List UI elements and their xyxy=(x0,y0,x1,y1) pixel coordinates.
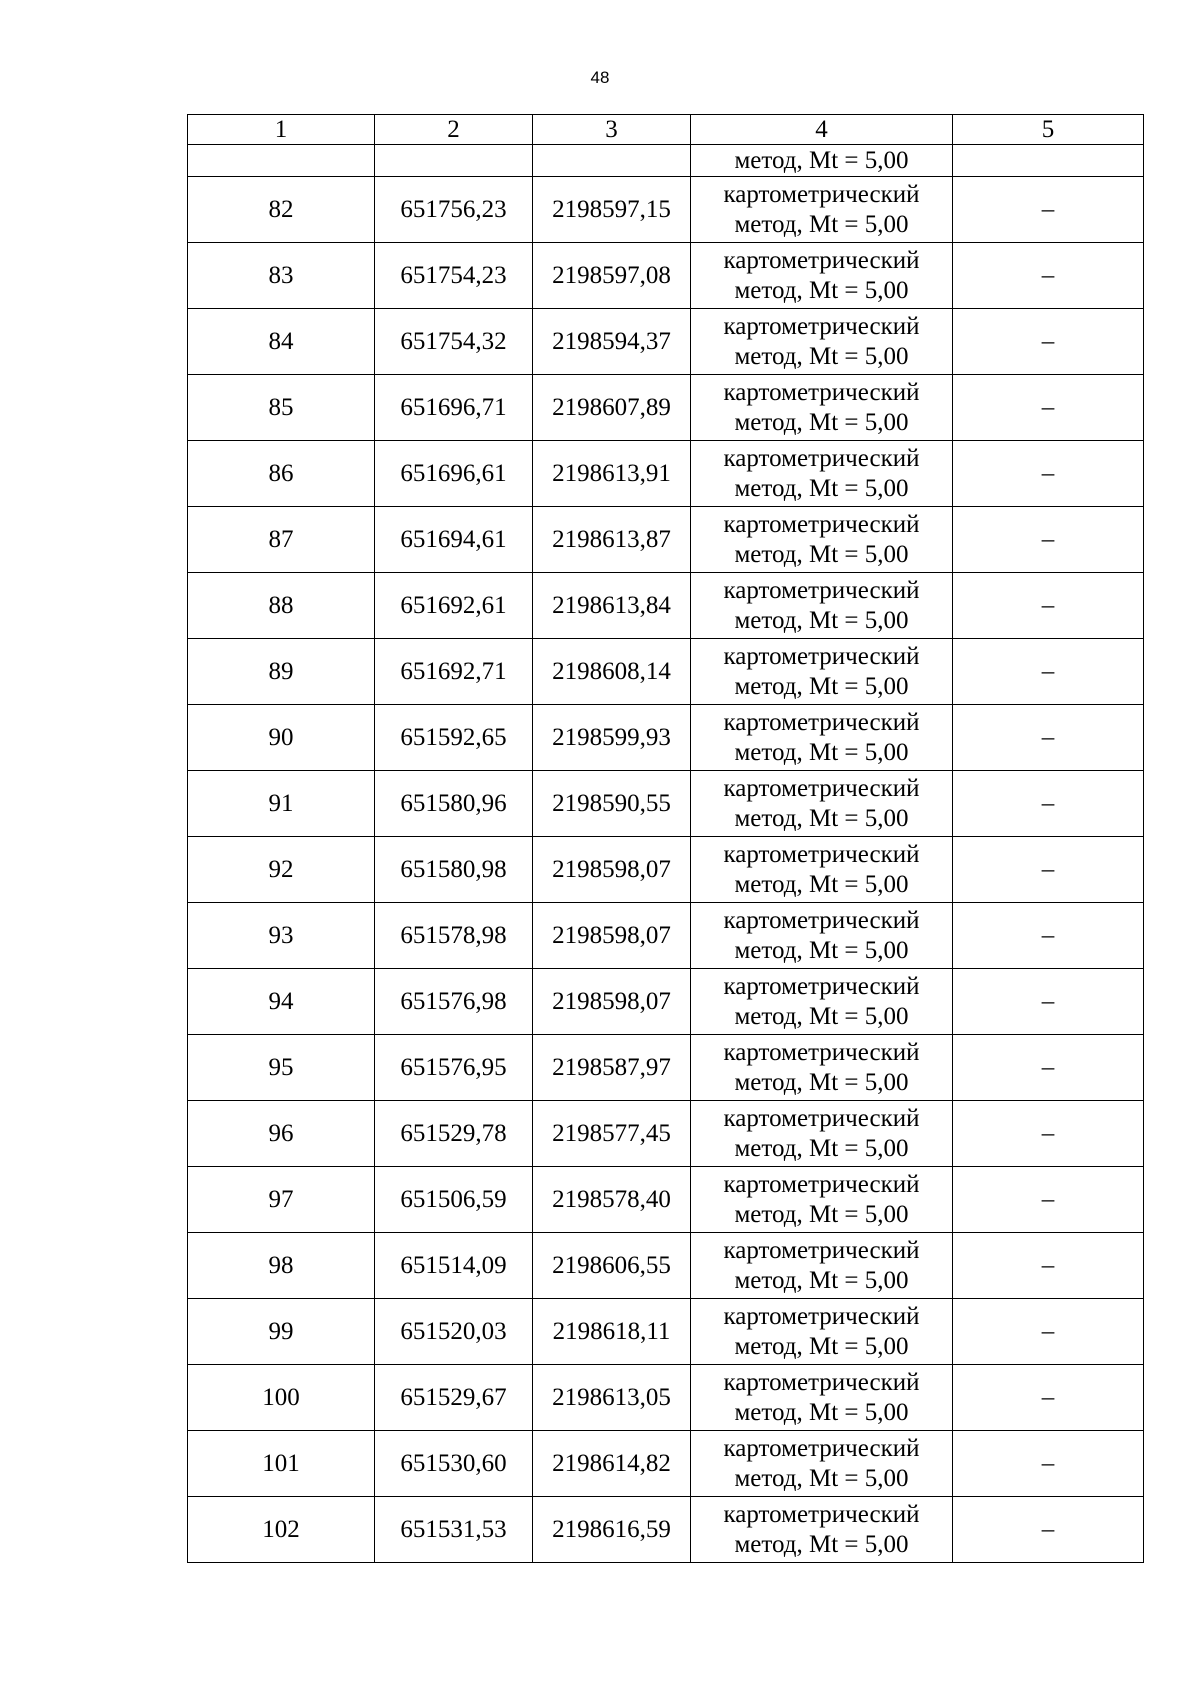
method-accuracy: метод, Mt = 5,00 xyxy=(734,804,909,832)
method-accuracy: метод, Mt = 5,00 xyxy=(734,1398,909,1426)
method-name: картометрический xyxy=(723,1368,920,1396)
method-accuracy: метод, Mt = 5,00 xyxy=(734,1464,909,1492)
coordinate-y: 2198594,37 xyxy=(533,309,691,375)
method-name: картометрический xyxy=(723,840,920,868)
table-row xyxy=(188,903,1144,969)
note-cell: – xyxy=(953,573,1144,639)
point-number: 83 xyxy=(188,243,375,309)
method-accuracy: метод, Mt = 5,00 xyxy=(734,474,909,502)
coordinate-x: 651529,78 xyxy=(375,1101,533,1167)
table-row xyxy=(188,1299,1144,1365)
coordinate-y: 2198598,07 xyxy=(533,903,691,969)
method-name: картометрический xyxy=(723,1104,920,1132)
note-cell: – xyxy=(953,639,1144,705)
method-cell xyxy=(691,1035,953,1101)
point-number: 102 xyxy=(188,1497,375,1563)
coordinate-y: 2198587,97 xyxy=(533,1035,691,1101)
method-cell xyxy=(691,573,953,639)
table-row xyxy=(188,375,1144,441)
method-cell xyxy=(691,639,953,705)
method-accuracy: метод, Mt = 5,00 xyxy=(734,606,909,634)
note-cell: – xyxy=(953,705,1144,771)
note-cell: – xyxy=(953,309,1144,375)
coordinate-x: 651696,71 xyxy=(375,375,533,441)
method-cell xyxy=(691,441,953,507)
table-row xyxy=(188,177,1144,243)
column-header-4: 4 xyxy=(691,115,953,145)
coordinate-y: 2198598,07 xyxy=(533,837,691,903)
coordinate-x: 651692,61 xyxy=(375,573,533,639)
coordinate-x: 651754,32 xyxy=(375,309,533,375)
coordinate-y: 2198590,55 xyxy=(533,771,691,837)
coordinate-x: 651531,53 xyxy=(375,1497,533,1563)
method-accuracy: метод, Mt = 5,00 xyxy=(734,1002,909,1030)
point-number: 90 xyxy=(188,705,375,771)
table-header-row xyxy=(188,115,1144,145)
method-accuracy: метод, Mt = 5,00 xyxy=(734,1332,909,1360)
method-cell xyxy=(691,1233,953,1299)
note-cell: – xyxy=(953,1035,1144,1101)
note-cell: – xyxy=(953,177,1144,243)
point-number: 97 xyxy=(188,1167,375,1233)
point-number: 93 xyxy=(188,903,375,969)
method-cell xyxy=(691,1431,953,1497)
coordinate-x: 651578,98 xyxy=(375,903,533,969)
note-cell: – xyxy=(953,1497,1144,1563)
method-name: картометрический xyxy=(723,1038,920,1066)
point-number: 82 xyxy=(188,177,375,243)
table-cell xyxy=(188,145,375,177)
note-cell: – xyxy=(953,771,1144,837)
table-row xyxy=(188,771,1144,837)
table-row xyxy=(188,1233,1144,1299)
method-name: картометрический xyxy=(723,444,920,472)
point-number: 100 xyxy=(188,1365,375,1431)
coordinate-y: 2198577,45 xyxy=(533,1101,691,1167)
coordinates-table xyxy=(187,114,1144,1563)
coordinate-x: 651580,98 xyxy=(375,837,533,903)
point-number: 95 xyxy=(188,1035,375,1101)
coordinate-y: 2198618,11 xyxy=(533,1299,691,1365)
point-number: 88 xyxy=(188,573,375,639)
coordinate-y: 2198599,93 xyxy=(533,705,691,771)
table-row xyxy=(188,1431,1144,1497)
column-header-5: 5 xyxy=(953,115,1144,145)
method-accuracy: метод, Mt = 5,00 xyxy=(734,936,909,964)
point-number: 91 xyxy=(188,771,375,837)
table-row xyxy=(188,309,1144,375)
coordinate-y: 2198598,07 xyxy=(533,969,691,1035)
method-accuracy: метод, Mt = 5,00 xyxy=(734,672,909,700)
table-row xyxy=(188,507,1144,573)
method-cell xyxy=(691,771,953,837)
table-row xyxy=(188,705,1144,771)
method-name: картометрический xyxy=(723,642,920,670)
method-name: картометрический xyxy=(723,708,920,736)
coordinate-y: 2198613,84 xyxy=(533,573,691,639)
coordinate-x: 651754,23 xyxy=(375,243,533,309)
point-number: 92 xyxy=(188,837,375,903)
coordinate-x: 651580,96 xyxy=(375,771,533,837)
coordinate-y: 2198613,87 xyxy=(533,507,691,573)
table-cell xyxy=(533,145,691,177)
note-cell: – xyxy=(953,1431,1144,1497)
table-cell xyxy=(953,145,1144,177)
coordinate-x: 651692,71 xyxy=(375,639,533,705)
method-cell xyxy=(691,1365,953,1431)
coordinate-y: 2198614,82 xyxy=(533,1431,691,1497)
coordinate-x: 651576,98 xyxy=(375,969,533,1035)
method-cell xyxy=(691,1299,953,1365)
method-name: картометрический xyxy=(723,312,920,340)
method-cell xyxy=(691,705,953,771)
method-accuracy: метод, Mt = 5,00 xyxy=(734,1530,909,1558)
note-cell: – xyxy=(953,441,1144,507)
coordinate-y: 2198597,15 xyxy=(533,177,691,243)
method-name: картометрический xyxy=(723,1500,920,1528)
column-header-3: 3 xyxy=(533,115,691,145)
table-cell xyxy=(375,145,533,177)
table-row xyxy=(188,1497,1144,1563)
column-header-1: 1 xyxy=(188,115,375,145)
point-number: 98 xyxy=(188,1233,375,1299)
note-cell: – xyxy=(953,507,1144,573)
note-cell: – xyxy=(953,1167,1144,1233)
coordinate-x: 651696,61 xyxy=(375,441,533,507)
method-cell xyxy=(691,1167,953,1233)
method-cell xyxy=(691,969,953,1035)
coordinate-x: 651756,23 xyxy=(375,177,533,243)
note-cell: – xyxy=(953,969,1144,1035)
coordinate-x: 651514,09 xyxy=(375,1233,533,1299)
note-cell: – xyxy=(953,1299,1144,1365)
coordinate-y: 2198608,14 xyxy=(533,639,691,705)
coordinate-y: 2198613,91 xyxy=(533,441,691,507)
coordinate-x: 651530,60 xyxy=(375,1431,533,1497)
method-cell xyxy=(691,309,953,375)
note-cell: – xyxy=(953,1101,1144,1167)
note-cell: – xyxy=(953,243,1144,309)
method-cell xyxy=(691,1101,953,1167)
point-number: 101 xyxy=(188,1431,375,1497)
method-cell xyxy=(691,837,953,903)
coordinate-y: 2198613,05 xyxy=(533,1365,691,1431)
table-row xyxy=(188,639,1144,705)
method-name: картометрический xyxy=(723,378,920,406)
point-number: 89 xyxy=(188,639,375,705)
method-cell xyxy=(691,243,953,309)
method-name: картометрический xyxy=(723,510,920,538)
method-cell xyxy=(691,177,953,243)
table-row xyxy=(188,243,1144,309)
method-cell xyxy=(691,903,953,969)
coordinate-x: 651506,59 xyxy=(375,1167,533,1233)
method-accuracy: метод, Mt = 5,00 xyxy=(734,540,909,568)
method-name: картометрический xyxy=(723,774,920,802)
method-accuracy: метод, Mt = 5,00 xyxy=(734,1068,909,1096)
note-cell: – xyxy=(953,1365,1144,1431)
coordinate-y: 2198597,08 xyxy=(533,243,691,309)
coordinate-y: 2198607,89 xyxy=(533,375,691,441)
method-accuracy: метод, Mt = 5,00 xyxy=(734,870,909,898)
coordinate-x: 651576,95 xyxy=(375,1035,533,1101)
table-row xyxy=(188,441,1144,507)
table-row xyxy=(188,837,1144,903)
method-name: картометрический xyxy=(723,1170,920,1198)
coordinate-x: 651520,03 xyxy=(375,1299,533,1365)
table-row xyxy=(188,1365,1144,1431)
table-row xyxy=(188,1035,1144,1101)
point-number: 84 xyxy=(188,309,375,375)
coordinate-y: 2198578,40 xyxy=(533,1167,691,1233)
point-number: 96 xyxy=(188,1101,375,1167)
note-cell: – xyxy=(953,375,1144,441)
method-accuracy: метод, Mt = 5,00 xyxy=(734,342,909,370)
method-cell xyxy=(691,1497,953,1563)
note-cell: – xyxy=(953,837,1144,903)
point-number: 86 xyxy=(188,441,375,507)
method-name: картометрический xyxy=(723,1302,920,1330)
column-header-2: 2 xyxy=(375,115,533,145)
method-accuracy: метод, Mt = 5,00 xyxy=(734,738,909,766)
point-number: 99 xyxy=(188,1299,375,1365)
point-number: 87 xyxy=(188,507,375,573)
method-accuracy: метод, Mt = 5,00 xyxy=(734,276,909,304)
method-cell xyxy=(691,375,953,441)
note-cell: – xyxy=(953,903,1144,969)
continuation-row xyxy=(188,145,1144,177)
method-name: картометрический xyxy=(723,972,920,1000)
coordinate-x: 651694,61 xyxy=(375,507,533,573)
table-row xyxy=(188,1167,1144,1233)
coordinate-x: 651529,67 xyxy=(375,1365,533,1431)
point-number: 85 xyxy=(188,375,375,441)
page-number: 48 xyxy=(590,68,610,87)
note-cell: – xyxy=(953,1233,1144,1299)
coordinate-y: 2198616,59 xyxy=(533,1497,691,1563)
table-row xyxy=(188,1101,1144,1167)
method-accuracy: метод, Mt = 5,00 xyxy=(734,408,909,436)
coordinate-x: 651592,65 xyxy=(375,705,533,771)
method-name: картометрический xyxy=(723,1236,920,1264)
method-accuracy: метод, Mt = 5,00 xyxy=(734,1134,909,1162)
table-row xyxy=(188,573,1144,639)
method-name: картометрический xyxy=(723,906,920,934)
table-cell: метод, Mt = 5,00 xyxy=(691,145,953,177)
coordinate-y: 2198606,55 xyxy=(533,1233,691,1299)
method-name: картометрический xyxy=(723,246,920,274)
point-number: 94 xyxy=(188,969,375,1035)
method-cell xyxy=(691,507,953,573)
method-name: картометрический xyxy=(723,1434,920,1462)
method-accuracy: метод, Mt = 5,00 xyxy=(734,1266,909,1294)
table-row xyxy=(188,969,1144,1035)
method-name: картометрический xyxy=(723,576,920,604)
method-accuracy: метод, Mt = 5,00 xyxy=(734,210,909,238)
method-name: картометрический xyxy=(723,180,920,208)
method-accuracy: метод, Mt = 5,00 xyxy=(734,1200,909,1228)
